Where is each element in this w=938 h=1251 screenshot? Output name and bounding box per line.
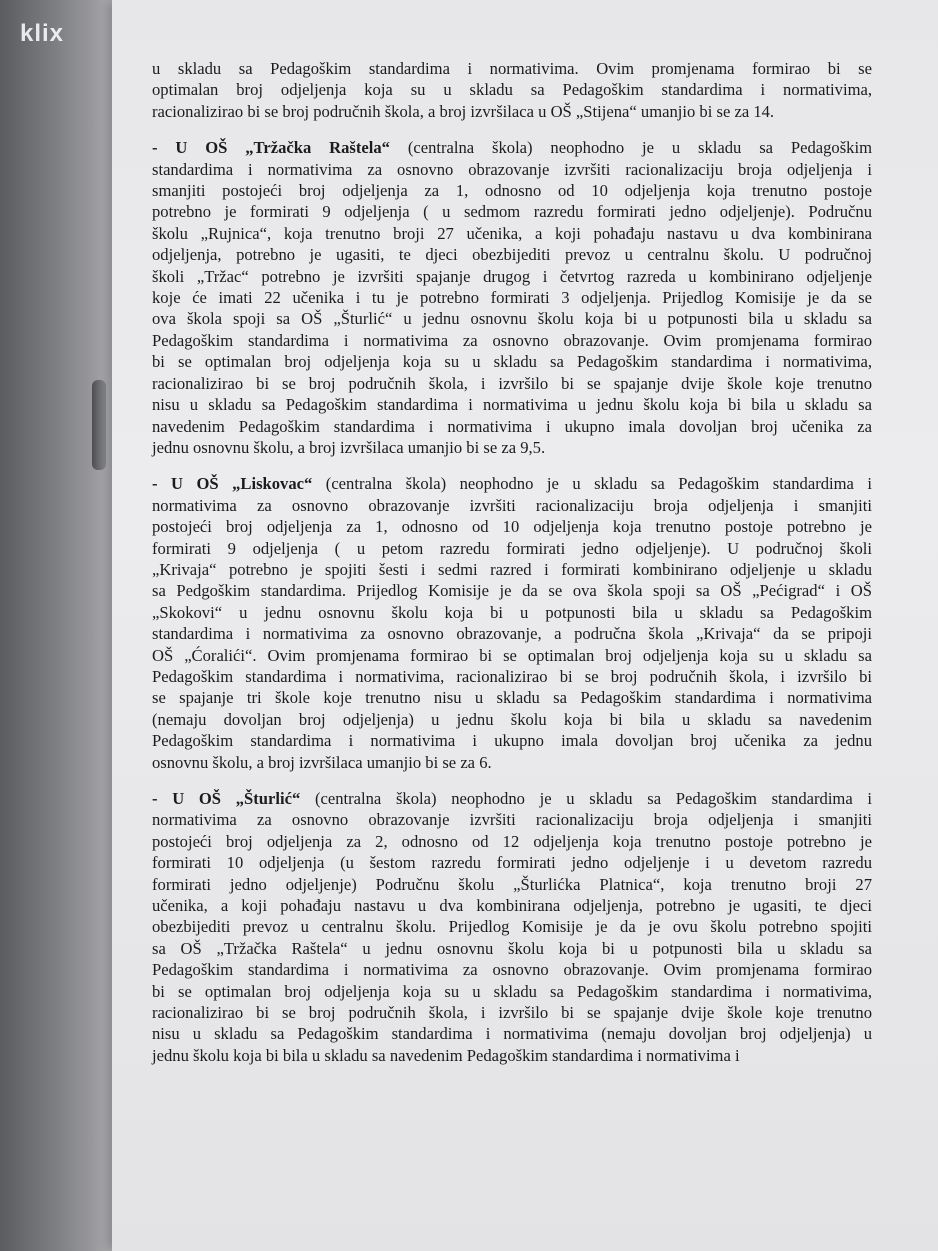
line-text: jednu školu koja bi bila u skladu sa navedenim Pedagoškim standardima i normativima i	[152, 1045, 740, 1065]
line-text: racionalizirao bi se broj područnih škola, a broj izvršilaca u OŠ „Stijena“ umanjio bi se za 14.	[152, 101, 775, 121]
line-text: standardima i normativima za osnovno obrazovanje, a područna škola „Krivaja“ da se pripoji	[152, 624, 872, 644]
text-line	[152, 623, 872, 644]
text-line	[152, 101, 872, 122]
line-text: osnovnu školu, a broj izvršilaca umanjio bi se za 6.	[152, 752, 492, 772]
line-text: odjeljenja, potrebno je ugasiti, te djeci obezbijediti prevoz u centralnu školu. U područnoj	[152, 245, 872, 265]
text-line	[152, 687, 872, 708]
line-text: Pedagoškim standardima i normativima za osnovno obrazovanje. Ovim promjenama formirao	[152, 960, 872, 980]
school-heading: - U OŠ „Šturlić“	[152, 789, 301, 808]
text-line	[152, 538, 872, 559]
paragraph	[152, 473, 872, 773]
line-text: u skladu sa Pedagoškim standardima i normativima. Ovim promjenama formirao bi se	[152, 59, 872, 78]
text-line	[152, 330, 872, 351]
line-text: racionalizirao bi se broj područnih škola, i izvršilo bi se spajanje dvije škole koje trenutno	[152, 1003, 872, 1023]
line-text: (nemaju dovoljan broj odjeljenja) u jednu školu koja bi bila u skladu sa navedenim	[152, 709, 872, 729]
line-text: smanjiti postojeći broj odjeljenja za 1, odnosno od 10 odjeljenja koja trenutno postoje	[152, 181, 872, 201]
text-line	[152, 159, 872, 180]
line-text: normativima za osnovno obrazovanje izvršiti racionalizaciju broja odjeljenja i smanjiti	[152, 810, 872, 830]
text-line	[152, 351, 872, 372]
document-page	[112, 0, 938, 1251]
line-text: Pedagoškim standardima i normativima, racionalizirao bi se broj područnih škola, i izvršilo bi	[152, 666, 872, 686]
school-heading: - U OŠ „Liskovac“	[152, 474, 313, 494]
text-line	[152, 895, 872, 916]
line-text: formirati 9 odjeljenja ( u petom razredu formirati jedno odjeljenje). U područnoj školi	[152, 538, 872, 558]
text-line	[152, 602, 872, 623]
line-text: formirati jedno odjeljenje) Područnu školu „Šturlićka Platnica“, koja trenutno broji 27	[152, 874, 872, 894]
text-line	[152, 1045, 872, 1066]
text-line	[152, 1023, 872, 1044]
line-text: učenika, a koji pohađaju nastavu u dva kombinirana odjeljenja, potrebno je ugasiti, te djeci	[152, 896, 872, 916]
text-line	[152, 559, 872, 580]
text-line	[152, 874, 872, 895]
line-text: postojeći broj odjeljenja za 2, odnosno od 12 odjeljenja koja trenutno postoje potrebno je	[152, 831, 872, 851]
line-text: jednu osnovnu školu, a broj izvršilaca umanjio bi se za 9,5.	[152, 437, 546, 457]
line-text: sa OŠ „Tržačka Raštela“ u jednu osnovnu školu koja bi u potpunosti bila u skladu sa	[152, 938, 872, 958]
text-line	[152, 266, 872, 287]
line-text: Pedagoškim standardima i normativima za osnovno obrazovanje. Ovim promjenama formirao	[152, 330, 872, 350]
text-line	[152, 752, 872, 773]
text-line	[152, 223, 872, 244]
text-line	[152, 495, 872, 516]
binder-shadow	[0, 0, 118, 1251]
text-line	[152, 788, 872, 809]
line-text: nisu u skladu sa Pedagoškim standardima i normativima u jednu školu koja bi bila u skladu sa	[152, 395, 872, 415]
text-line	[152, 516, 872, 537]
line-text: (centralna škola) neophodno je u skladu sa Pedagoškim standardima i	[300, 789, 872, 808]
text-line	[152, 201, 872, 222]
text-line	[152, 730, 872, 751]
text-line	[152, 1002, 872, 1023]
line-text: potrebno je formirati 9 odjeljenja ( u sedmom razredu formirati jedno odjeljenje). Područnu	[152, 202, 872, 222]
line-text: nisu u skladu sa Pedagoškim standardima i normativima (nemaju dovoljan broj odjeljenja) u	[152, 1024, 872, 1044]
line-text: standardima i normativima za osnovno obrazovanje izvršiti racionalizaciju broja odjeljenja i	[152, 159, 872, 179]
line-text: (centralna škola) neophodno je u skladu sa Pedagoškim	[389, 138, 872, 158]
text-line	[152, 394, 872, 415]
line-text: navedenim Pedagoškim standardima i normativima i ukupno imala dovoljan broj učenika za	[152, 416, 872, 436]
line-text: (centralna škola) neophodno je u skladu sa Pedagoškim standardima i	[312, 474, 872, 494]
line-text: koje će imati 22 učenika i tu je potrebno formirati 3 odjeljenja. Prijedlog Komisije je da se	[152, 288, 872, 308]
line-text: školi „Tržac“ potrebno je izvršiti spajanje drugog i četvrtog razreda u kombinirano odjeljenje	[152, 266, 872, 286]
binder-clip	[92, 380, 106, 470]
line-text: školu „Rujnica“, koja trenutno broji 27 učenika, a koji pohađaju nastavu u dva kombinirana	[152, 223, 872, 243]
line-text: sa Pedgoškim standardima. Prijedlog Komisije je da se ova škola spoji sa OŠ „Pećigrad“ i OŠ	[152, 581, 872, 601]
line-text: optimalan broj odjeljenja koja su u skladu sa Pedagoškim standardima i normativima,	[152, 80, 872, 100]
text-line	[152, 58, 872, 79]
text-line	[152, 580, 872, 601]
text-line	[152, 981, 872, 1002]
text-line	[152, 137, 872, 158]
line-text: formirati 10 odjeljenja (u šestom razredu formirati jedno odjeljenje i u devetom razredu	[152, 853, 872, 873]
text-line	[152, 473, 872, 494]
line-text: bi se optimalan broj odjeljenja koja su u skladu sa Pedagoškim standardima i normativima,	[152, 352, 872, 372]
line-text: OŠ „Ćoralići“. Ovim promjenama formirao bi se optimalan broj odjeljenja koja su u skladu sa	[152, 645, 872, 665]
text-line	[152, 809, 872, 830]
document-body	[152, 58, 872, 1081]
text-line	[152, 287, 872, 308]
text-line	[152, 959, 872, 980]
text-line	[152, 437, 872, 458]
text-line	[152, 709, 872, 730]
line-text: „Skokovi“ u jednu osnovnu školu koja bi u potpunosti bila u skladu sa Pedagoškim	[152, 602, 872, 622]
school-heading: - U OŠ „Tržačka Raštela“	[152, 138, 390, 158]
line-text: Pedagoškim standardima i normativima i ukupno imala dovoljan broj učenika za jednu	[152, 731, 872, 751]
paragraph	[152, 788, 872, 1066]
line-text: postojeći broj odjeljenja za 1, odnosno od 10 odjeljenja koja trenutno postoje potrebno je	[152, 517, 872, 537]
text-line	[152, 373, 872, 394]
text-line	[152, 180, 872, 201]
text-line	[152, 416, 872, 437]
text-line	[152, 666, 872, 687]
line-text: se spajanje tri škole koje trenutno nisu u skladu sa Pedagoškim standardima i normativima	[152, 688, 872, 708]
paragraph	[152, 137, 872, 458]
klix-watermark: klix	[20, 20, 65, 47]
text-line	[152, 645, 872, 666]
text-line	[152, 852, 872, 873]
text-line	[152, 938, 872, 959]
text-line	[152, 916, 872, 937]
line-text: ova škola spoji sa OŠ „Šturlić“ u jednu osnovnu školu koja bi u potpunosti bila u skladu sa	[152, 309, 872, 329]
text-line	[152, 79, 872, 100]
text-line	[152, 244, 872, 265]
line-text: normativima za osnovno obrazovanje izvršiti racionalizaciju broja odjeljenja i smanjiti	[152, 495, 872, 515]
line-text: racionalizirao bi se broj područnih škola, i izvršilo bi se spajanje dvije škole koje trenutno	[152, 373, 872, 393]
line-text: bi se optimalan broj odjeljenja koja su u skladu sa Pedagoškim standardima i normativima,	[152, 981, 872, 1001]
text-line	[152, 308, 872, 329]
paragraph	[152, 58, 872, 122]
text-line	[152, 831, 872, 852]
line-text: „Krivaja“ potrebno je spojiti šesti i sedmi razred i formirati kombinirano odjeljenje u skladu	[152, 559, 872, 579]
line-text: obezbijediti prevoz u centralnu školu. Prijedlog Komisije je da je ovu školu potrebno spojiti	[152, 917, 872, 937]
